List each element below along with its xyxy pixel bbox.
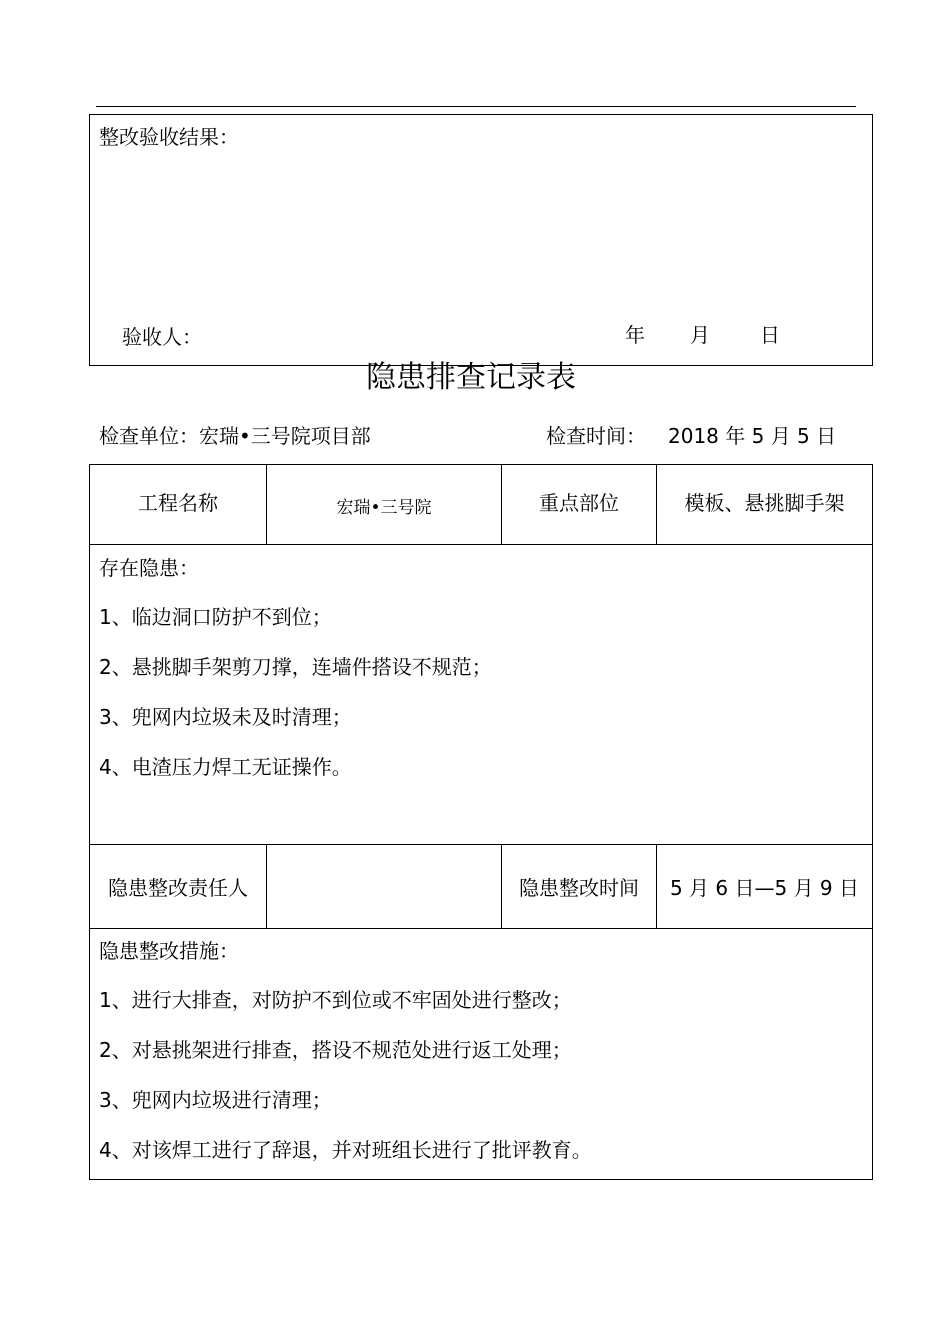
inspection-time-label: 检查时间：	[546, 424, 646, 448]
measure-item: 4、对该焊工进行了辞退，并对班组长进行了批评教育。	[99, 1138, 592, 1162]
acceptor-label: 验收人：	[122, 325, 202, 349]
hazard-item: 1、临边洞口防护不到位；	[99, 605, 332, 629]
rectify-time-label: 隐患整改时间	[519, 876, 639, 900]
hazard-item: 4、电渣压力焊工无证操作。	[99, 755, 352, 779]
form-title: 隐患排查记录表	[366, 360, 576, 395]
inspection-unit: 检查单位：宏瑞•三号院项目部	[99, 424, 371, 448]
year-label: 年	[625, 323, 645, 347]
hazards-label: 存在隐患：	[99, 556, 199, 580]
acceptance-box	[89, 114, 873, 366]
day-label: 日	[760, 323, 780, 347]
inspection-time-value: 2018 年 5 月 5 日	[668, 424, 837, 448]
key-area-value: 模板、悬挑脚手架	[684, 490, 845, 515]
measures-label: 隐患整改措施：	[99, 939, 239, 963]
responsible-label: 隐患整改责任人	[108, 876, 248, 900]
month-label: 月	[690, 323, 710, 347]
project-name-label: 工程名称	[138, 490, 218, 515]
key-area-label: 重点部位	[539, 490, 619, 515]
row-divider	[89, 544, 873, 545]
header-rule	[96, 106, 856, 107]
rectify-time-value: 5 月 6 日—5 月 9 日	[669, 876, 860, 900]
measure-item: 1、进行大排查，对防护不到位或不牢固处进行整改；	[99, 988, 572, 1012]
hazard-item: 2、悬挑脚手架剪刀撑，连墙件搭设不规范；	[99, 655, 492, 679]
measure-item: 3、兜网内垃圾进行清理；	[99, 1088, 332, 1112]
record-table	[89, 464, 873, 1180]
hazard-item: 3、兜网内垃圾未及时清理；	[99, 705, 352, 729]
acceptance-result-label: 整改验收结果：	[99, 125, 239, 149]
row-divider	[89, 928, 873, 929]
responsible-value	[267, 845, 501, 928]
project-name-value: 宏瑞•三号院	[336, 497, 432, 518]
measure-item: 2、对悬挑架进行排查，搭设不规范处进行返工处理；	[99, 1038, 572, 1062]
